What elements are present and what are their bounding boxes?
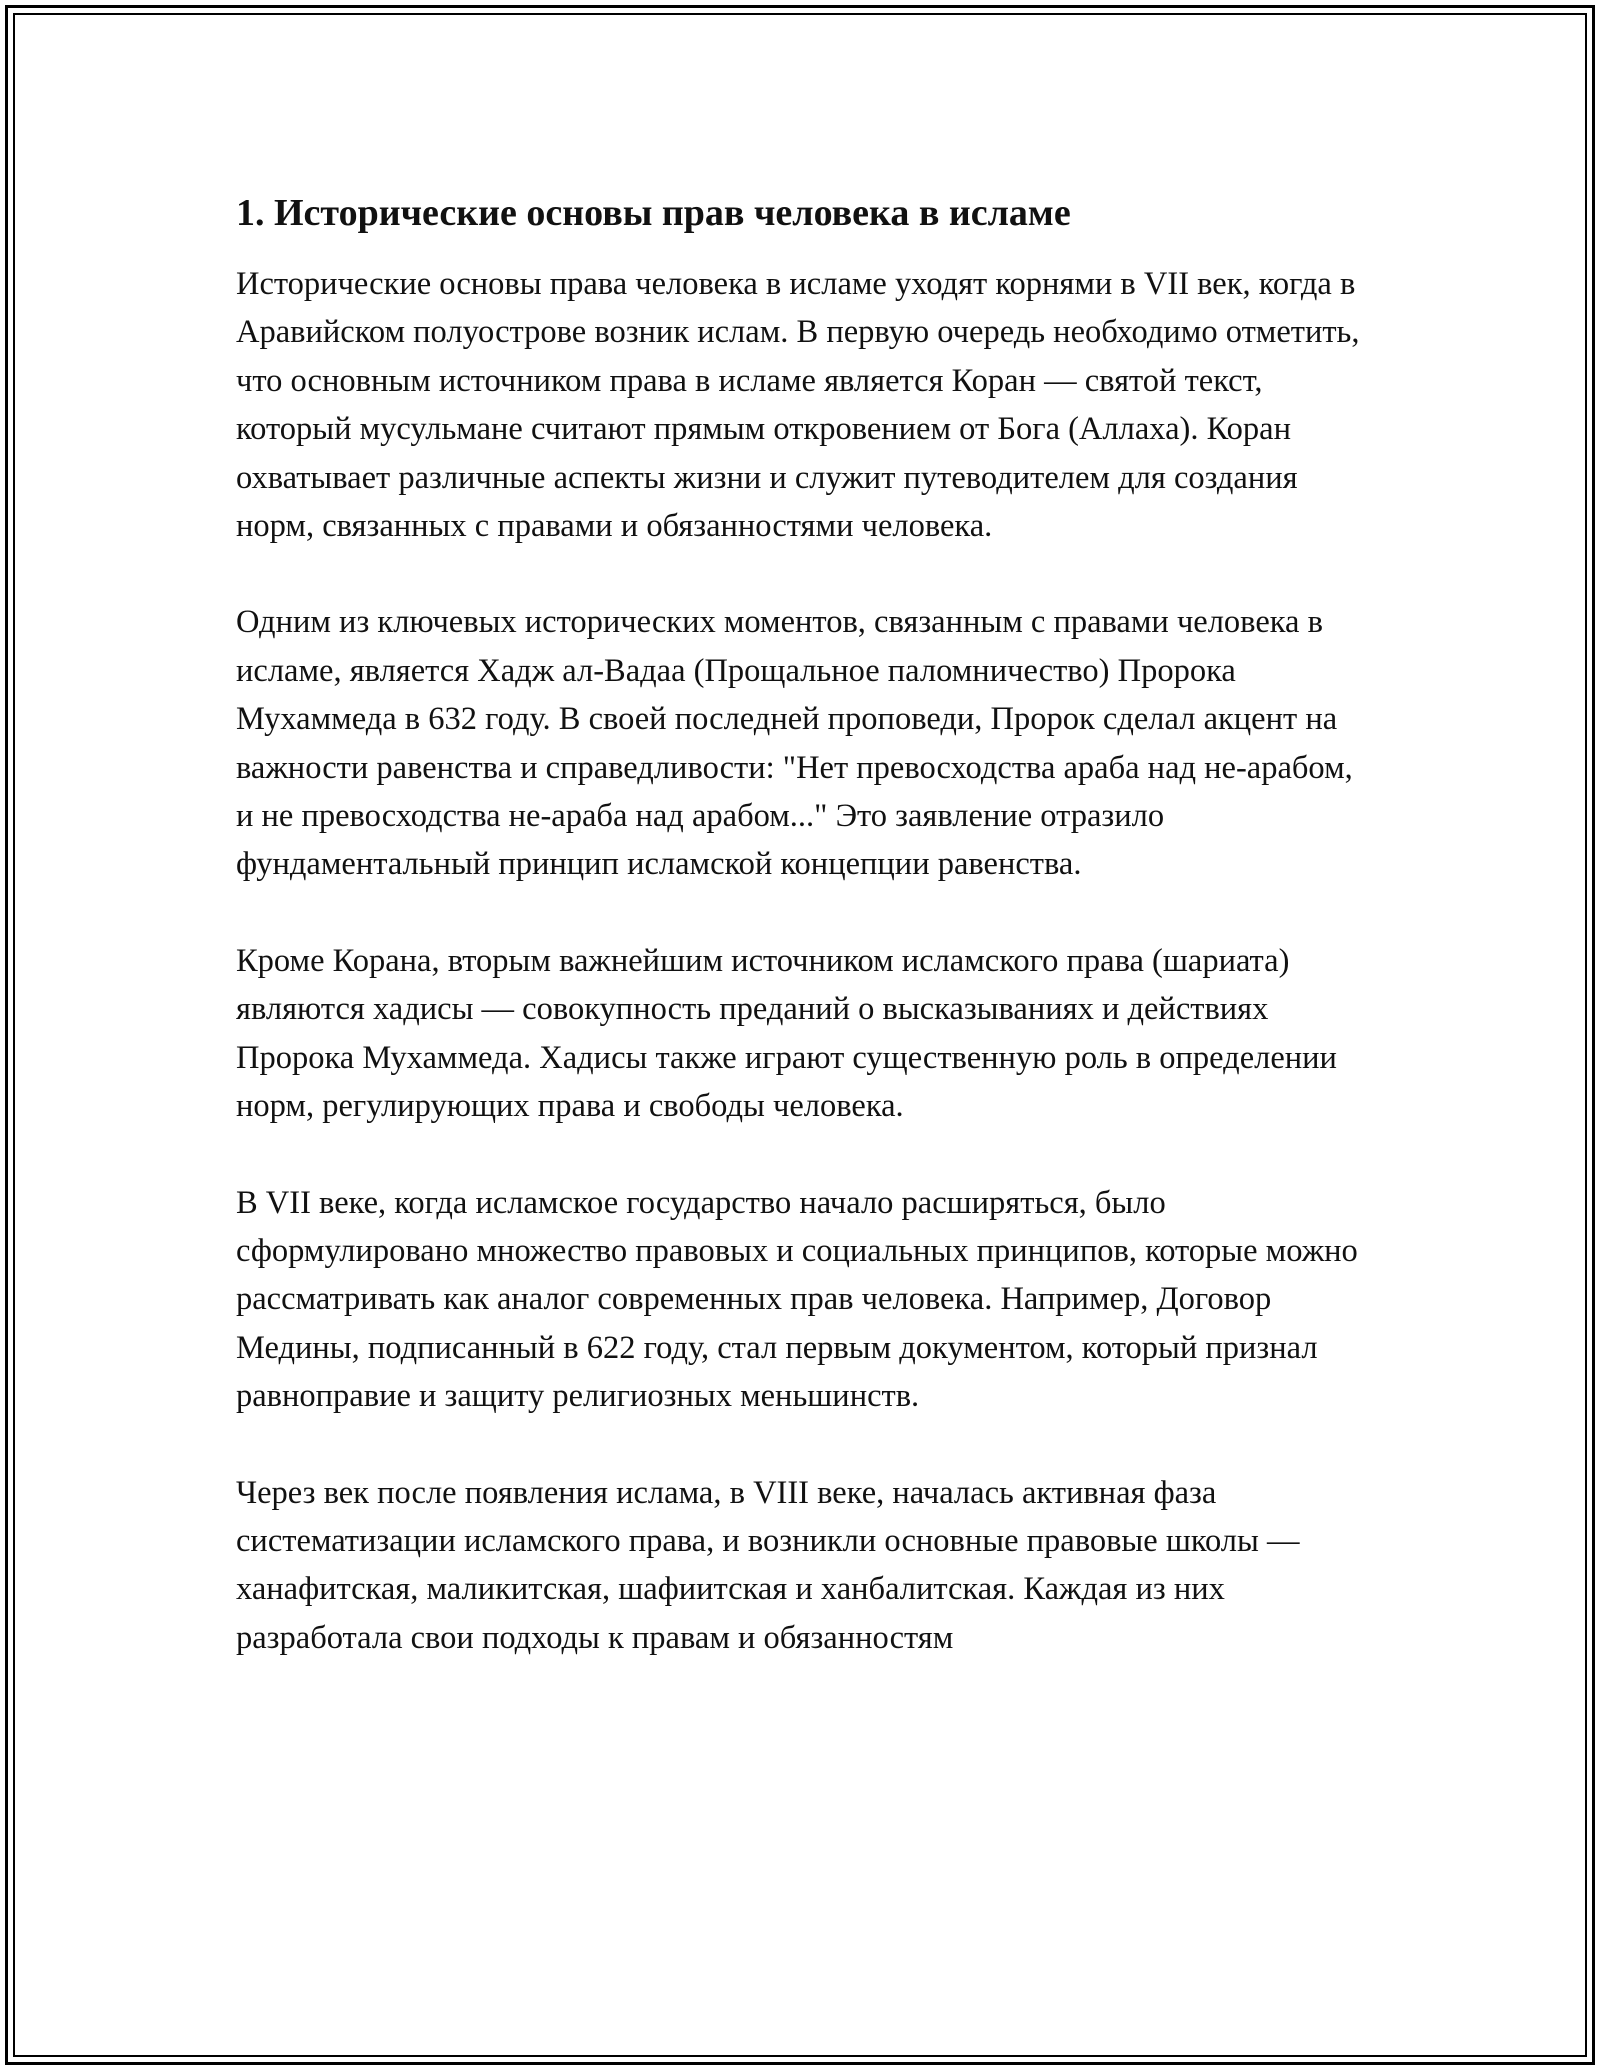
paragraph-3: Кроме Корана, вторым важнейшим источником исламского права (шариата) являются хадисы — совокупность преданий о высказываниях и действиях Пророка Мухаммеда. Хадисы также играют существенную роль в определении норм, регулирующих права и свободы человека. xyxy=(236,942,1337,1125)
paragraph-4: В VII веке, когда исламское государство начало расширяться, было сформулировано множество правовых и социальных принципов, которые можно рассматривать как аналог современных прав человека. Например, Договор Медины, подписанный в 622 году, стал первым документом, который признал равноправие и защиту религиозных меньшинств. xyxy=(236,1184,1358,1415)
section-heading: 1. Исторические основы прав человека в исламе xyxy=(236,192,1071,234)
paragraph-5: Через век после появления ислама, в VIII веке, началась активная фаза систематизации исламского права, и возникли основные правовые школы — ханафитская, маликитская, шафиитская и ханбалитская. Каждая из них разработала свои подходы к правам и обязанностям xyxy=(236,1474,1300,1656)
document-body xyxy=(236,186,1366,1662)
paragraph-1: Исторические основы права человека в исламе уходят корнями в VII век, когда в Аравийском полуострове возник ислам. В первую очередь необходимо отметить, что основным источником права в исламе является Коран — святой текст, который мусульмане считают прямым откровением от Бога (Аллаха). Коран охватывает различные аспекты жизни и служит путеводителем для создания норм, связанных с правами и обязанностями человека. xyxy=(236,266,1360,545)
paragraph-2: Одним из ключевых исторических моментов, связанным с правами человека в исламе, является Хадж ал-Вадаа (Прощальное паломничество) Пророка Мухаммеда в 632 году. В своей последней проповеди, Пророк сделал акцент на важности равенства и справедливости: "Нет превосходства араба над не-арабом, и не превосходства не-араба над арабом..." Это заявление отразило фундаментальный принцип исламской концепции равенства. xyxy=(236,604,1353,883)
